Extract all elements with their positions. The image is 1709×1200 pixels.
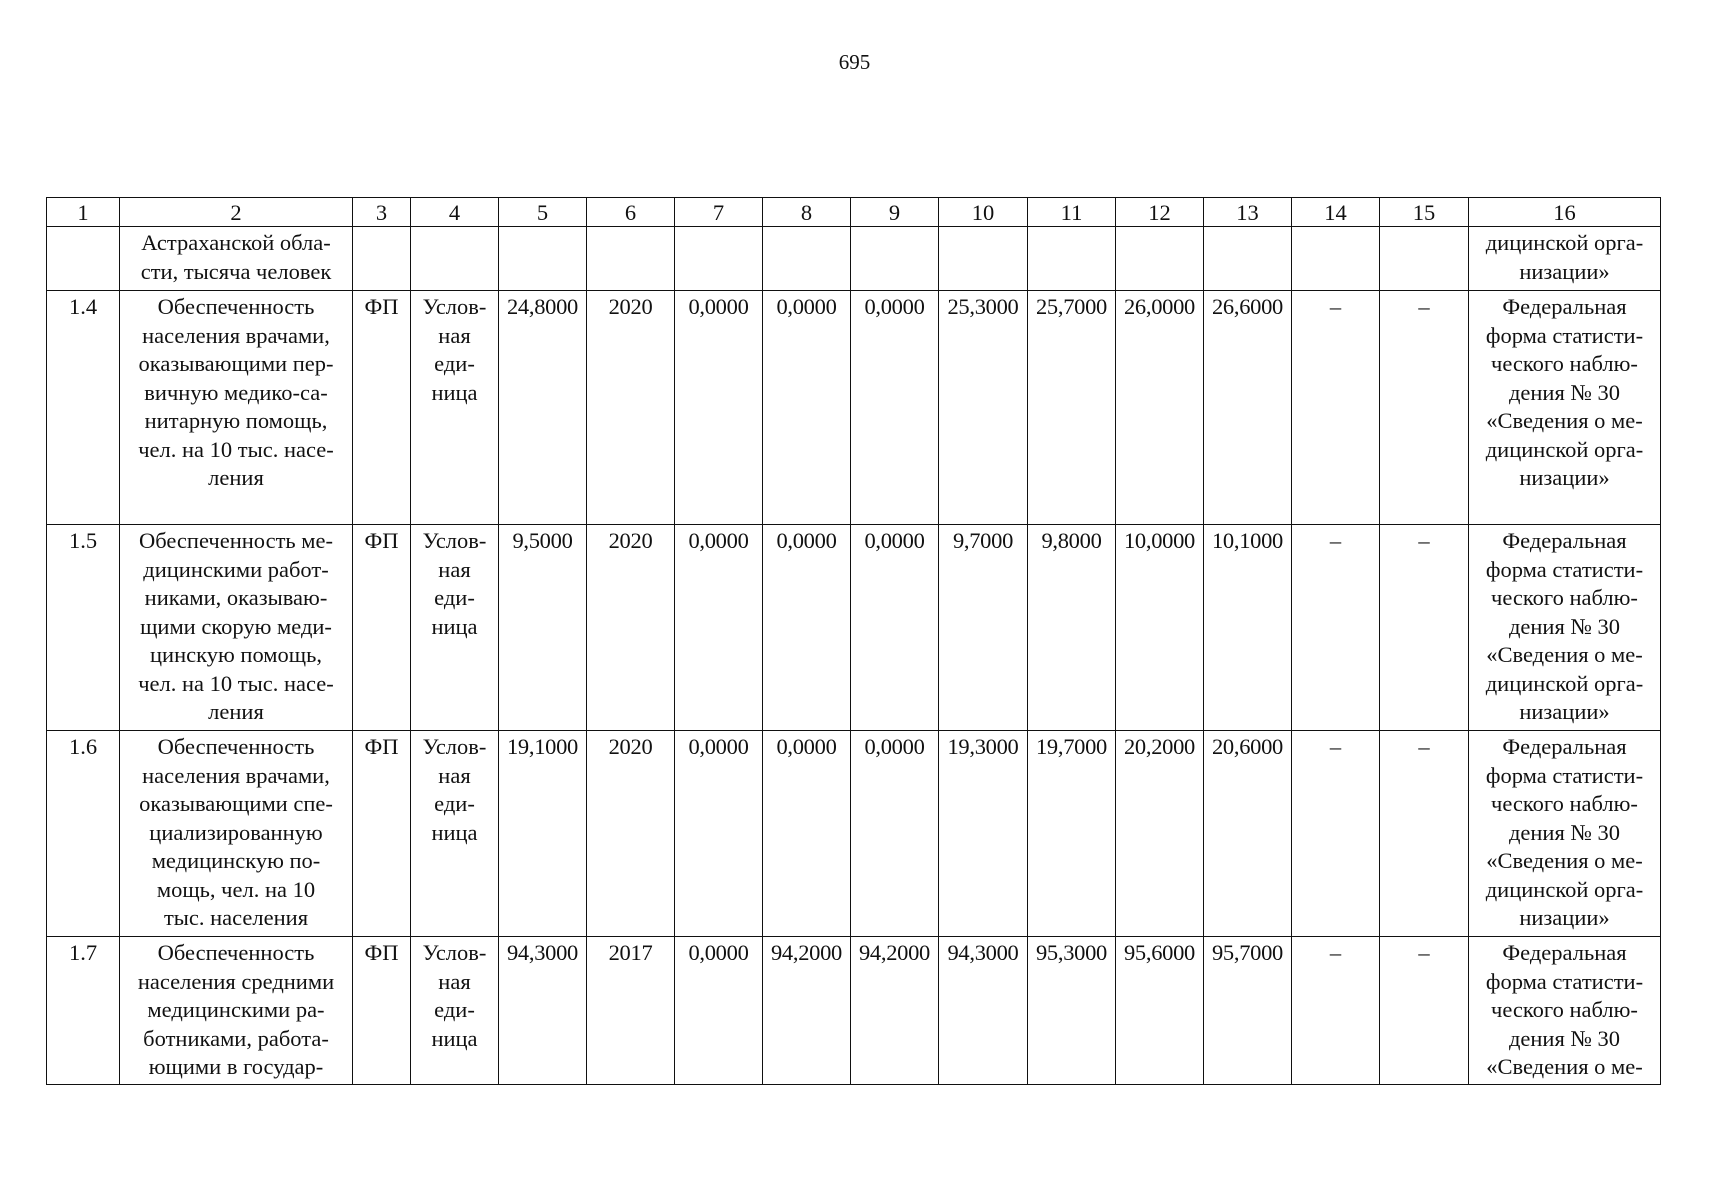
value-cell: 19,7000 [1028,731,1116,937]
indicator-name-cell: Астраханской обла- сти, тысяча человек [120,227,353,291]
row-number-cell: 1.5 [47,525,120,731]
value-cell: 2017 [587,937,675,1085]
column-header: 9 [851,198,939,227]
column-header: 10 [939,198,1028,227]
column-header: 4 [411,198,499,227]
row-number-cell: 1.6 [47,731,120,937]
value-cell: – [1292,937,1380,1085]
value-cell [939,227,1028,291]
column-header: 16 [1469,198,1661,227]
value-cell: 94,2000 [763,937,851,1085]
value-cell [851,227,939,291]
value-cell: 0,0000 [851,525,939,731]
value-cell: 95,7000 [1204,937,1292,1085]
row-number-cell: 1.7 [47,937,120,1085]
value-cell: 25,7000 [1028,291,1116,525]
value-cell: 0,0000 [763,525,851,731]
unit-cell: Услов- ная еди- ница [411,937,499,1085]
value-cell: 26,6000 [1204,291,1292,525]
level-cell [353,227,411,291]
value-cell: – [1380,937,1469,1085]
value-cell: 2020 [587,291,675,525]
source-cell: дицинской орга- низации» [1469,227,1661,291]
column-header: 3 [353,198,411,227]
value-cell: – [1380,731,1469,937]
value-cell [1204,227,1292,291]
indicators-table [46,197,1661,1085]
source-cell: Федеральная форма статисти- ческого наблю- дения № 30 «Сведения о ме- дицинской орга- низации» [1469,525,1661,731]
unit-cell: Услов- ная еди- ница [411,731,499,937]
value-cell: 9,8000 [1028,525,1116,731]
value-cell: 24,8000 [499,291,587,525]
indicator-name-cell: Обеспеченность населения средними медицинскими ра- ботниками, работа- ющими в государ- [120,937,353,1085]
value-cell: 20,2000 [1116,731,1204,937]
value-cell: 0,0000 [675,525,763,731]
value-cell: – [1292,731,1380,937]
column-header: 1 [47,198,120,227]
column-header: 14 [1292,198,1380,227]
unit-cell: Услов- ная еди- ница [411,291,499,525]
column-header: 7 [675,198,763,227]
value-cell [1028,227,1116,291]
value-cell: 26,0000 [1116,291,1204,525]
value-cell: 0,0000 [675,937,763,1085]
value-cell: 19,1000 [499,731,587,937]
table-row [47,291,1661,525]
value-cell: 94,3000 [939,937,1028,1085]
column-header: 15 [1380,198,1469,227]
column-header: 5 [499,198,587,227]
value-cell: – [1292,525,1380,731]
value-cell [763,227,851,291]
indicator-name-cell: Обеспеченность ме- дицинскими работ- никами, оказываю- щими скорую меди- цинскую помощь, чел. на 10 тыс. насе- ления [120,525,353,731]
column-header: 12 [1116,198,1204,227]
value-cell [1292,227,1380,291]
header-row [47,198,1661,227]
column-header: 6 [587,198,675,227]
source-cell: Федеральная форма статисти- ческого наблю- дения № 30 «Сведения о ме- дицинской орга- низации» [1469,731,1661,937]
table-row [47,525,1661,731]
source-cell: Федеральная форма статисти- ческого наблю- дения № 30 «Сведения о ме- дицинской орга- низации» [1469,291,1661,525]
level-cell: ФП [353,291,411,525]
value-cell: 0,0000 [675,731,763,937]
value-cell [675,227,763,291]
indicator-name-cell: Обеспеченность населения врачами, оказывающими спе- циализированную медицинскую по- мощь, чел. на 10 тыс. населения [120,731,353,937]
unit-cell: Услов- ная еди- ница [411,525,499,731]
level-cell: ФП [353,525,411,731]
value-cell: 94,2000 [851,937,939,1085]
column-header: 11 [1028,198,1116,227]
value-cell: – [1380,525,1469,731]
value-cell: 95,6000 [1116,937,1204,1085]
value-cell [1380,227,1469,291]
page-number: 695 [838,50,871,74]
source-cell: Федеральная форма статисти- ческого наблю- дения № 30 «Сведения о ме- [1469,937,1661,1085]
value-cell: 95,3000 [1028,937,1116,1085]
value-cell: 0,0000 [763,731,851,937]
value-cell [1116,227,1204,291]
value-cell: 0,0000 [851,731,939,937]
column-header: 8 [763,198,851,227]
value-cell: – [1292,291,1380,525]
table-row [47,731,1661,937]
value-cell: 2020 [587,731,675,937]
value-cell: 9,7000 [939,525,1028,731]
value-cell: 10,0000 [1116,525,1204,731]
level-cell: ФП [353,731,411,937]
value-cell: 0,0000 [763,291,851,525]
level-cell: ФП [353,937,411,1085]
value-cell: 9,5000 [499,525,587,731]
row-number-cell [47,227,120,291]
unit-cell [411,227,499,291]
value-cell: 94,3000 [499,937,587,1085]
value-cell: – [1380,291,1469,525]
value-cell: 0,0000 [675,291,763,525]
value-cell: 2020 [587,525,675,731]
value-cell: 10,1000 [1204,525,1292,731]
value-cell: 0,0000 [851,291,939,525]
column-header: 2 [120,198,353,227]
value-cell: 25,3000 [939,291,1028,525]
indicator-name-cell: Обеспеченность населения врачами, оказывающими пер- вичную медико-са- нитарную помощь, чел. на 10 тыс. насе- ления [120,291,353,525]
column-header: 13 [1204,198,1292,227]
value-cell [499,227,587,291]
value-cell: 19,3000 [939,731,1028,937]
row-number-cell: 1.4 [47,291,120,525]
value-cell [587,227,675,291]
value-cell: 20,6000 [1204,731,1292,937]
table-row [47,937,1661,1085]
table-row [47,227,1661,291]
